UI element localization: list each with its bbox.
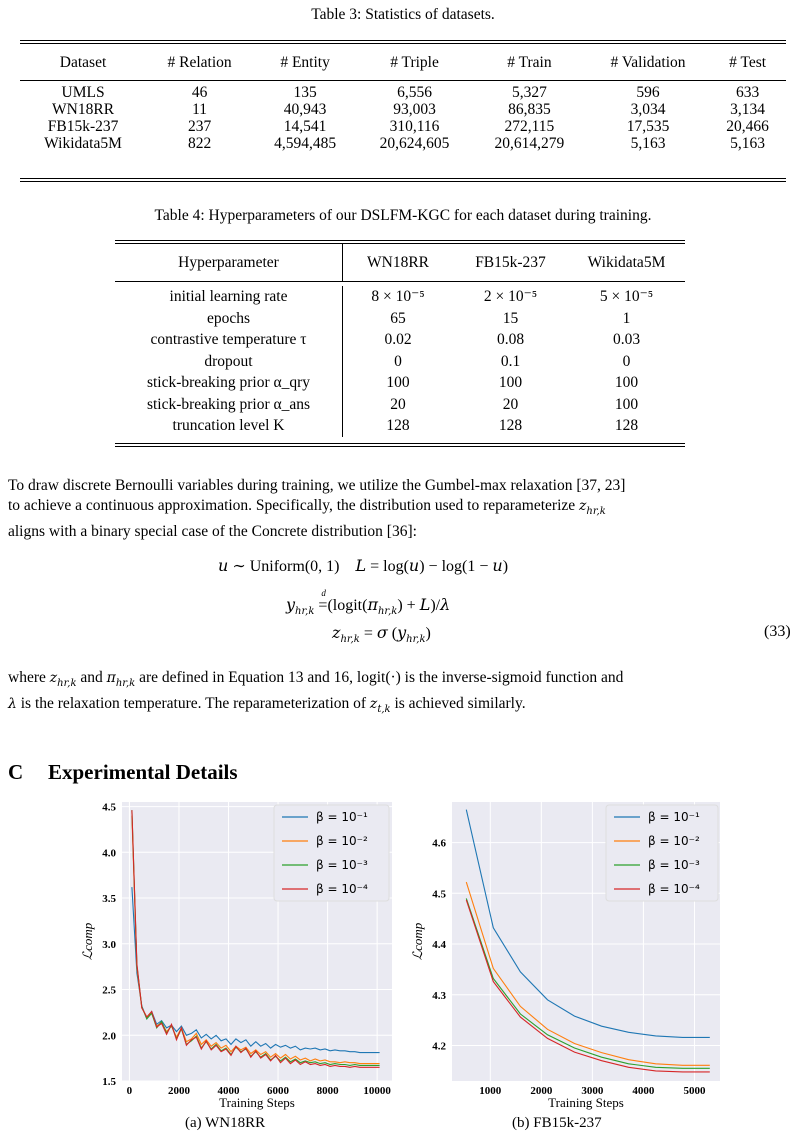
paragraph-gumbel [8, 476, 800, 542]
section-heading [8, 760, 238, 785]
figure-b-fb15k237 [410, 796, 725, 1116]
equation-line-1: u ∼ Uniform(0, 1) L = log(u) − log(1 − u) [218, 556, 509, 575]
table3-cell: 633 [735, 84, 760, 101]
x-tick-label: 5000 [683, 1085, 706, 1097]
table4-cell: 0.1 [500, 352, 521, 370]
table3-top-rule [20, 40, 786, 41]
y-tick-label: 4.5 [102, 801, 116, 814]
legend-label: β = 10⁻¹ [316, 810, 368, 824]
table4-caption: Table 4: Hyperparameters of our DSLFM-KGC for each dataset during training. [154, 207, 652, 224]
table4-cell: 15 [502, 309, 519, 327]
table3-bottom-rule-2 [20, 181, 786, 182]
table4-row [115, 351, 685, 373]
table3-cell: 86,835 [508, 101, 551, 118]
table4-row [115, 329, 685, 351]
table4-cell: contrastive temperature τ [115, 329, 343, 351]
table4-cell: initial learning rate [115, 286, 343, 308]
table4-cell: truncation level K [115, 415, 343, 437]
y-tick-label: 3.5 [102, 893, 116, 906]
table4-row [115, 415, 685, 437]
y-tick-label: 4.0 [102, 847, 116, 860]
table4-cell: 128 [386, 417, 410, 434]
table3-cell: 40,943 [283, 101, 327, 118]
equation-line-3: $z_{hr,k} = \sigma$ $(y_{hr,k})$ [332, 623, 431, 646]
table3-row [20, 135, 786, 152]
table3-cell: 3,134 [730, 101, 766, 118]
table3-header: # Relation [167, 54, 232, 71]
table3-cell: 272,115 [504, 118, 555, 135]
table3-cell: 5,327 [511, 84, 547, 101]
table3-row [20, 101, 786, 118]
table4-cell: 0 [394, 352, 402, 370]
paragraph-where [8, 668, 800, 720]
table3-cell: 237 [187, 118, 212, 135]
table3-mid-rule [20, 80, 786, 81]
table3-header: Dataset [59, 54, 107, 71]
table3-cell: FB15k-237 [47, 118, 119, 135]
y-tick-label: 4.3 [432, 989, 446, 1002]
y-tick-label: 4.2 [432, 1040, 446, 1053]
x-tick-label: 3000 [581, 1085, 604, 1097]
y-tick-label: 4.6 [432, 837, 446, 850]
x-axis-label: Training Steps [548, 1095, 624, 1110]
section-number: C [8, 760, 24, 784]
y-tick-label: 4.5 [432, 888, 446, 901]
table4-cell: epochs [115, 308, 343, 330]
legend-label: β = 10⁻³ [648, 858, 700, 872]
x-tick-label: 4000 [632, 1085, 655, 1097]
y-tick-label: 2.5 [102, 984, 116, 997]
table4-header: WN18RR [367, 253, 429, 271]
table3-cell: 93,003 [393, 101, 436, 118]
y-tick-label: 3.0 [102, 938, 116, 951]
table4-cell: 1 [622, 309, 631, 327]
table3-cell: 596 [636, 84, 660, 101]
x-tick-label: 1000 [479, 1085, 502, 1097]
table3-header: # Test [729, 54, 767, 71]
table4-cell: 0.08 [496, 331, 525, 348]
table3-cell: Wikidata5M [44, 135, 122, 152]
equation-number: (33) [764, 623, 791, 640]
table3-cell: UMLS [61, 84, 105, 101]
table3-cell: WN18RR [52, 101, 115, 118]
subcaption-a: (a) WN18RR [185, 1115, 266, 1131]
table3-cell: 310,116 [389, 118, 440, 135]
y-tick-label: 2.0 [102, 1030, 116, 1043]
paragraph-line: where $z_{hr,k}$ and $\pi_{hr,k}$ are defined in Equation 13 and 16, logit(·) is the inverse-sigmoid function and [8, 669, 624, 689]
x-tick-label: 0 [126, 1085, 133, 1097]
table4-cell: 0 [622, 352, 631, 370]
table3-cell: 135 [293, 84, 317, 101]
table4-header: FB15k-237 [475, 253, 546, 271]
table4-cell: 128 [614, 417, 639, 434]
table4-cell: 100 [498, 374, 523, 391]
table4-header: Hyperparameter [115, 244, 343, 281]
table3-cell: 20,466 [726, 118, 769, 135]
x-tick-label: 8000 [316, 1085, 339, 1097]
y-tick-label: 1.5 [102, 1076, 116, 1088]
table3-header-row [20, 44, 786, 77]
table3-cell: 3,034 [630, 101, 666, 118]
subcaption-b: (b) FB15k-237 [512, 1115, 602, 1131]
table4-bottom-rule [115, 443, 685, 444]
table3-bottom-rule [20, 178, 786, 179]
table4-header: Wikidata5M [587, 253, 666, 271]
section-title: Experimental Details [48, 760, 238, 784]
table4-row [115, 286, 685, 308]
table4-top-rule [115, 240, 685, 241]
table4-cell: 20 [502, 395, 519, 413]
table3-cell: 14,541 [283, 118, 327, 135]
table4-cell: 2 × 10⁻⁵ [483, 288, 538, 305]
table4-cell: 100 [614, 374, 639, 391]
x-tick-label: 10000 [363, 1085, 391, 1097]
table4 [115, 244, 685, 437]
paragraph-line: to achieve a continuous approximation. Specifically, the distribution used to reparameterize $z_{hr,k}$ [8, 497, 606, 517]
y-axis-label: ℒcomp [410, 922, 425, 961]
table4-cell: 100 [386, 374, 410, 391]
table3-row [20, 118, 786, 135]
table3-cell: 11 [192, 101, 208, 118]
table4-bottom-rule-2 [115, 446, 685, 447]
legend-label: β = 10⁻² [316, 834, 368, 848]
table3-header: # Triple [390, 54, 439, 71]
table4-cell: 8 × 10⁻⁵ [371, 288, 425, 305]
table4-cell: stick-breaking prior α_ans [115, 394, 343, 416]
y-tick-label: 4.4 [432, 939, 446, 952]
table3 [20, 44, 786, 152]
equation-line-2: $y_{hr,k}$ d $=(logit(\pi_{hr,k}) + L)/\lambda$ [286, 588, 451, 618]
legend-label: β = 10⁻⁴ [316, 882, 368, 896]
y-axis-label: ℒcomp [80, 922, 95, 961]
table3-cell: 20,624,605 [379, 135, 450, 152]
table3-cell: 4,594,485 [274, 135, 337, 152]
table3-header: # Entity [280, 54, 330, 71]
x-tick-label: 4000 [217, 1085, 240, 1097]
table3-cell: 5,163 [730, 135, 766, 152]
legend-label: β = 10⁻² [648, 834, 700, 848]
legend-label: β = 10⁻⁴ [648, 882, 700, 896]
table4-cell: 100 [614, 395, 639, 413]
x-tick-label: 2000 [530, 1085, 553, 1097]
table4-cell: 128 [498, 417, 523, 434]
paragraph-line: To draw discrete Bernoulli variables during training, we utilize the Gumbel-max relaxation [37, 23] [8, 477, 626, 494]
table4-cell: stick-breaking prior α_qry [115, 372, 343, 394]
table3-caption: Table 3: Statistics of datasets. [311, 6, 495, 23]
x-axis-label: Training Steps [219, 1095, 295, 1110]
table4-body [115, 281, 685, 437]
legend-label: β = 10⁻³ [316, 858, 368, 872]
table3-cell: 822 [187, 135, 212, 152]
table3-cell: 46 [191, 84, 208, 101]
x-tick-label: 6000 [267, 1085, 290, 1097]
table4-row [115, 308, 685, 330]
table4-row [115, 394, 685, 416]
table4-header-row [115, 244, 685, 281]
table3-cell: 20,614,279 [494, 135, 565, 152]
table3-header: # Train [507, 54, 552, 71]
paragraph-line: λ is the relaxation temperature. The reparameterization of $z_{t,k}$ is achieved similarly. [8, 694, 526, 715]
table4-cell: 20 [390, 395, 406, 413]
table3-header: # Validation [610, 54, 686, 71]
x-tick-label: 2000 [167, 1085, 190, 1097]
table4-cell: dropout [115, 351, 343, 373]
table4-row [115, 372, 685, 394]
legend-label: β = 10⁻¹ [648, 810, 700, 824]
table4-cell: 5 × 10⁻⁵ [599, 288, 654, 305]
table4-cell: 0.03 [612, 331, 641, 348]
figure-a-wn18rr [80, 796, 400, 1116]
table3-cell: 6,556 [397, 84, 432, 101]
paragraph-line: aligns with a binary special case of the Concrete distribution [36]: [8, 522, 417, 540]
table4-cell: 65 [390, 309, 406, 327]
table3-cell: 17,535 [626, 118, 670, 135]
table4-cell: 0.02 [384, 331, 412, 348]
table3-cell: 5,163 [630, 135, 666, 152]
